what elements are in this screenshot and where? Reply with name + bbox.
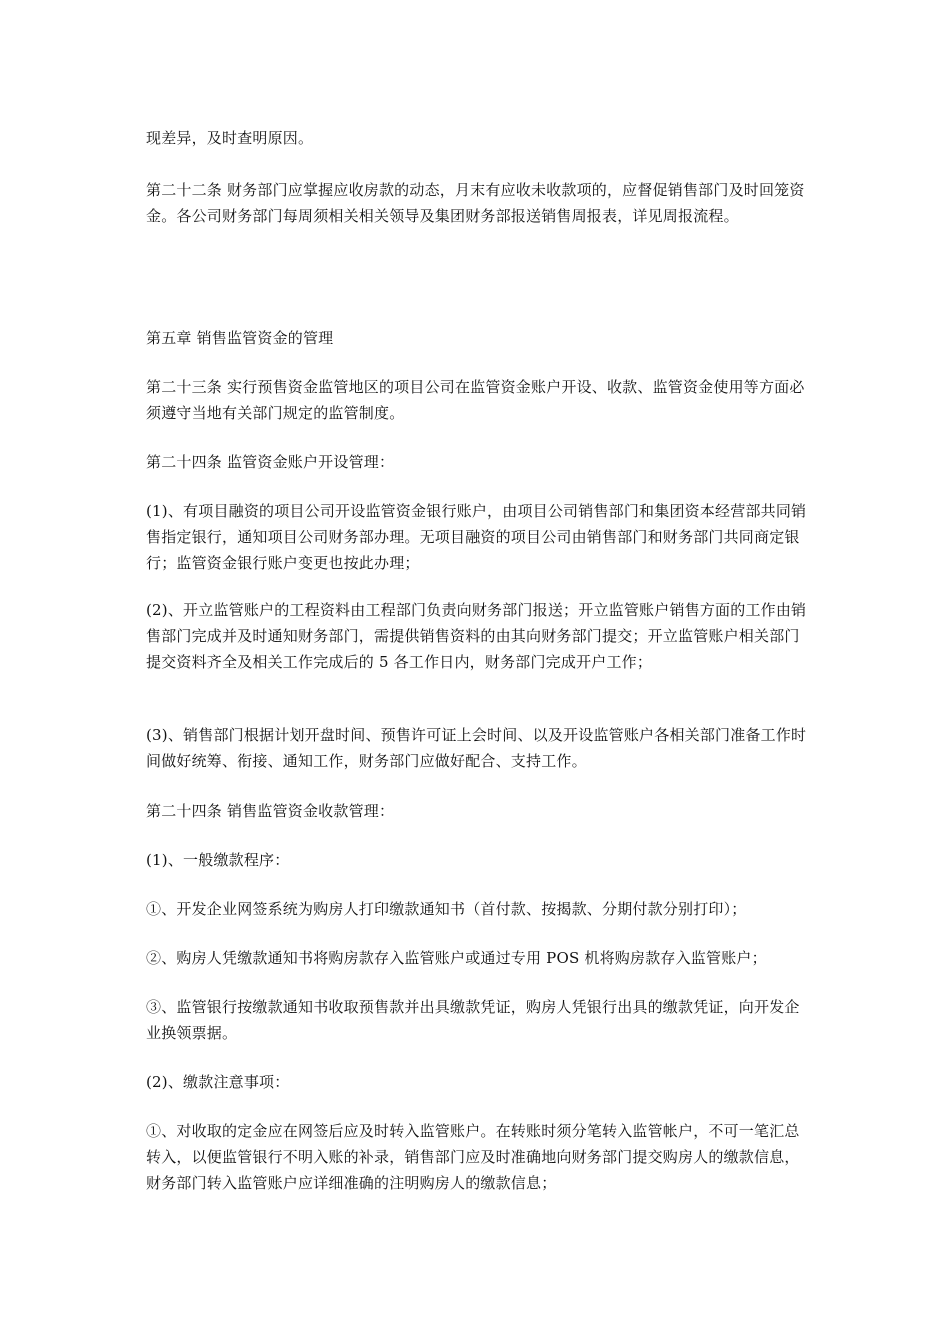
clause-1-procedure: (1)、一般缴款程序： <box>146 851 290 869</box>
step-3: ③、监管银行按缴款通知书收取预售款并出具缴款凭证，购房人凭银行出具的缴款凭证，向开发企业换领票据。 <box>146 998 800 1042</box>
note-1: ①、对收取的定金应在网签后应及时转入监管账户。在转账时须分笔转入监管帐户，不可一笔汇总转入，以便监管银行不明入账的补录，销售部门应及时准确地向财务部门提交购房人的缴款信息，财务部门转入监管账户应详细准确的注明购房人的缴款信息； <box>146 1122 800 1192</box>
article-24-account-opening: 第二十四条 监管资金账户开设管理： <box>146 453 395 471</box>
chapter-5-heading: 第五章 销售监管资金的管理 <box>146 329 334 347</box>
article-24-collection: 第二十四条 销售监管资金收款管理： <box>146 802 395 820</box>
clause-1-account-opening: (1)、有项目融资的项目公司开设监管资金银行账户，由项目公司销售部门和集团资本经营部共同销售指定银行，通知项目公司财务部办理。无项目融资的项目公司由销售部门和财务部门共同商定银行；监管资金银行账户变更也按此办理； <box>146 502 807 572</box>
step-2: ②、购房人凭缴款通知书将购房款存入监管账户或通过专用 POS 机将购房款存入监管账户； <box>146 949 767 967</box>
clause-2-notes: (2)、缴款注意事项： <box>146 1073 290 1091</box>
article-22: 第二十二条 财务部门应掌握应收房款的动态，月末有应收未收款项的，应督促销售部门及时回笼资金。各公司财务部门每周须相关相关领导及集团财务部报送销售周报表，详见周报流程。 <box>146 181 805 225</box>
clause-2-account-opening: (2)、开立监管账户的工程资料由工程部门负责向财务部门报送；开立监管账户销售方面的工作由销售部门完成并及时通知财务部门，需提供销售资料的由其向财务部门提交；开立监管账户相关部门提交资料齐全及相关工作完成后的 5 各工作日内，财务部门完成开户工作； <box>146 601 807 671</box>
clause-3-account-opening: (3)、销售部门根据计划开盘时间、预售许可证上会时间、以及开设监管账户各相关部门准备工作时间做好统筹、衔接、通知工作，财务部门应做好配合、支持工作。 <box>146 726 807 770</box>
article-23: 第二十三条 实行预售资金监管地区的项目公司在监管资金账户开设、收款、监管资金使用等方面必须遵守当地有关部门规定的监管制度。 <box>146 378 805 422</box>
paragraph-continuation: 现差异，及时查明原因。 <box>146 129 314 147</box>
step-1: ①、开发企业网签系统为购房人打印缴款通知书（首付款、按揭款、分期付款分别打印）； <box>146 900 747 918</box>
